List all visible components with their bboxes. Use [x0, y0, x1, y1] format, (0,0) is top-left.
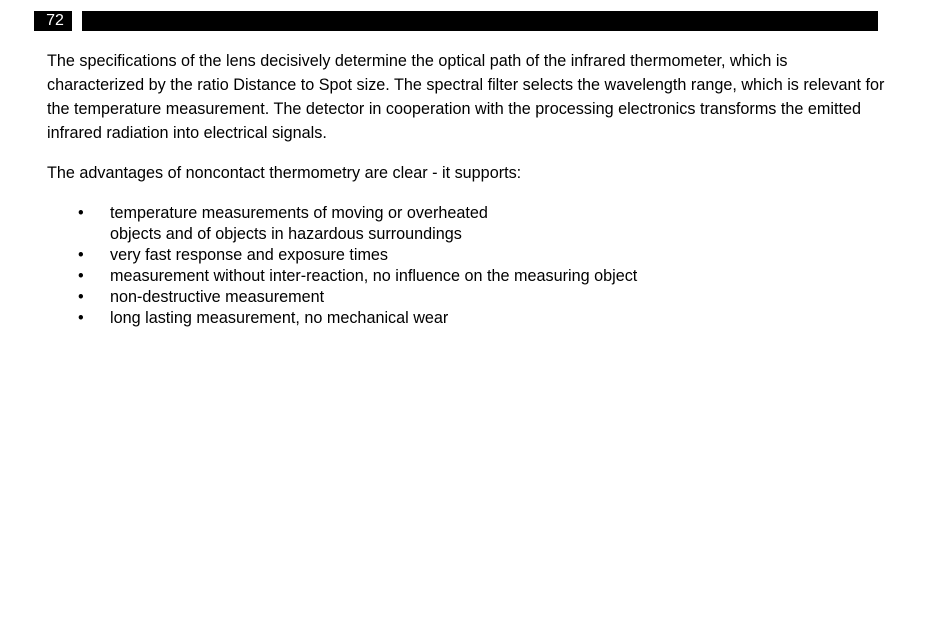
page-content	[47, 49, 887, 329]
list-item	[47, 266, 887, 287]
page-header	[34, 11, 878, 31]
list-item-text-continued: objects and of objects in hazardous surroundings	[110, 225, 462, 243]
header-bar	[82, 11, 878, 31]
list-item-text: non-destructive measurement	[110, 288, 325, 306]
bullet-icon: •	[78, 204, 84, 222]
list-item-text: very fast response and exposure times	[110, 246, 389, 264]
page-number: 72	[34, 11, 72, 31]
bullet-icon: •	[78, 246, 84, 264]
list-item	[47, 287, 887, 308]
list-item-text: long lasting measurement, no mechanical wear	[110, 309, 449, 327]
list-item	[47, 203, 887, 245]
list-item	[47, 308, 887, 329]
list-item-text: measurement without inter-reaction, no influence on the measuring object	[110, 267, 638, 285]
list-item	[47, 245, 887, 266]
advantages-list	[47, 203, 887, 329]
bullet-icon: •	[78, 288, 84, 306]
list-item-text: temperature measurements of moving or overheated	[110, 204, 488, 222]
bullet-icon: •	[78, 309, 84, 327]
paragraph-advantages-intro: The advantages of noncontact thermometry are clear - it supports:	[47, 164, 522, 182]
bullet-icon: •	[78, 267, 84, 285]
paragraph-lens-specifications: The specifications of the lens decisively determine the optical path of the infrared thermometer, which is characterized by the ratio Distance to Spot size. The spectral filter selects the wavelength range, which is relevant for the temperature measurement. The detector in cooperation with the processing electronics transforms the emitted infrared radiation into electrical signals.	[47, 52, 885, 142]
